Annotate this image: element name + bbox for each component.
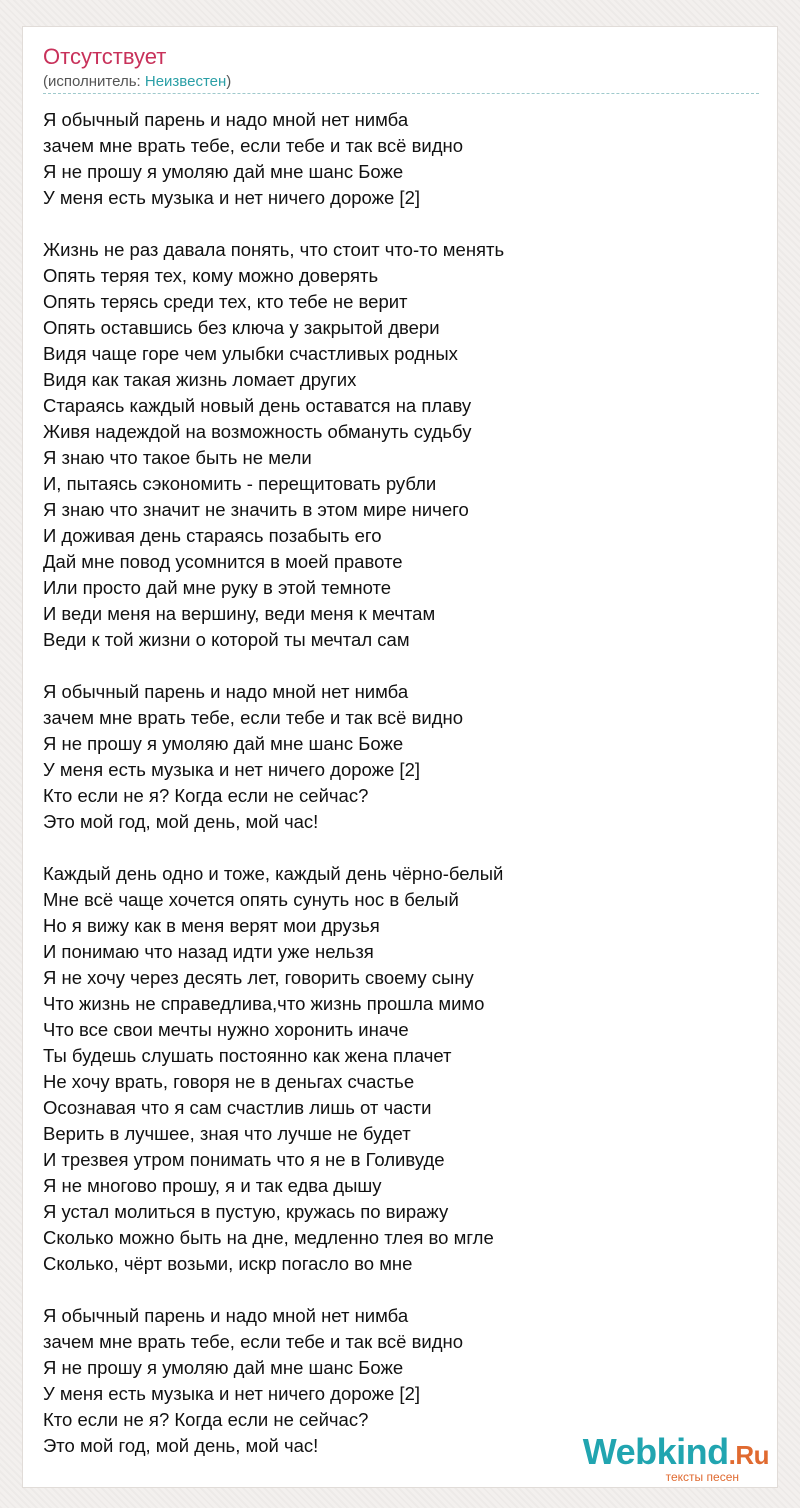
artist-line bbox=[43, 73, 231, 91]
lyric-line: Опять теряя тех, кому можно доверять bbox=[43, 265, 379, 286]
lyric-line: И понимаю что назад идти уже нельзя bbox=[43, 941, 374, 962]
lyrics-body bbox=[43, 107, 759, 1485]
lyric-line: Что все свои мечты нужно хоронить иначе bbox=[43, 1019, 409, 1040]
site-logo[interactable] bbox=[582, 1431, 769, 1484]
lyric-line: Кто если не я? Когда если не сейчас? bbox=[43, 1409, 369, 1430]
lyric-line: Жизнь не раз давала понять, что стоит что-то менять bbox=[43, 239, 505, 260]
lyric-line: Видя как такая жизнь ломает других bbox=[43, 369, 357, 390]
lyric-line: Я не прошу я умоляю дай мне шанс Боже bbox=[43, 1357, 404, 1378]
lyrics-stanza bbox=[43, 237, 759, 653]
lyric-line: Я не прошу я умоляю дай мне шанс Боже bbox=[43, 161, 404, 182]
lyric-line: Я не прошу я умоляю дай мне шанс Боже bbox=[43, 733, 404, 754]
lyric-line: Веди к той жизни о которой ты мечтал сам bbox=[43, 629, 410, 650]
lyric-line: Живя надеждой на возможность обмануть судьбу bbox=[43, 421, 472, 442]
artist-link[interactable]: Неизвестен bbox=[144, 73, 227, 90]
lyric-line: зачем мне врать тебе, если тебе и так всё видно bbox=[43, 135, 464, 156]
logo-tagline: тексты песен bbox=[665, 1470, 739, 1484]
lyric-line: Опять оставшись без ключа у закрытой двери bbox=[43, 317, 440, 338]
lyric-line: Это мой год, мой день, мой час! bbox=[43, 1435, 319, 1456]
lyric-line: Я знаю что такое быть не мели bbox=[43, 447, 312, 468]
lyric-line: И трезвея утром понимать что я не в Голивуде bbox=[43, 1149, 445, 1170]
lyric-line: У меня есть музыка и нет ничего дороже [2] bbox=[43, 1383, 421, 1404]
lyric-line: Но я вижу как в меня верят мои друзья bbox=[43, 915, 380, 936]
artist-suffix: ) bbox=[226, 73, 232, 90]
lyric-line: И доживая день стараясь позабыть его bbox=[43, 525, 382, 546]
lyric-line: Сколько, чёрт возьми, искр погасло во мне bbox=[43, 1253, 413, 1274]
lyric-line: Сколько можно быть на дне, медленно тлея во мгле bbox=[43, 1227, 494, 1248]
lyric-line: Я обычный парень и надо мной нет нимба bbox=[43, 1305, 409, 1326]
logo-wordmark bbox=[582, 1431, 769, 1473]
lyric-line: И веди меня на вершину, веди меня к мечтам bbox=[43, 603, 436, 624]
lyric-line: Что жизнь не справедлива,что жизнь прошла мимо bbox=[43, 993, 485, 1014]
lyric-line: зачем мне врать тебе, если тебе и так всё видно bbox=[43, 1331, 464, 1352]
lyric-line: У меня есть музыка и нет ничего дороже [2] bbox=[43, 759, 421, 780]
lyric-line: И, пытаясь сэкономить - перещитовать рубли bbox=[43, 473, 437, 494]
lyrics-stanza bbox=[43, 679, 759, 835]
lyric-line: У меня есть музыка и нет ничего дороже [2] bbox=[43, 187, 421, 208]
lyric-line: Я не многово прошу, я и так едва дышу bbox=[43, 1175, 382, 1196]
logo-name: Webkind bbox=[582, 1431, 729, 1472]
song-title: Отсутствует bbox=[43, 44, 167, 69]
lyric-line: Я устал молиться в пустую, кружась по виражу bbox=[43, 1201, 449, 1222]
lyrics-card bbox=[22, 26, 778, 1488]
artist-prefix: (исполнитель: bbox=[43, 73, 145, 90]
lyric-line: Или просто дай мне руку в этой темноте bbox=[43, 577, 392, 598]
title-divider bbox=[43, 93, 759, 94]
lyric-line: Я обычный парень и надо мной нет нимба bbox=[43, 109, 409, 130]
lyric-line: Верить в лучшее, зная что лучше не будет bbox=[43, 1123, 411, 1144]
lyric-line: Видя чаще горе чем улыбки счастливых родных bbox=[43, 343, 458, 364]
lyric-line: Я обычный парень и надо мной нет нимба bbox=[43, 681, 409, 702]
lyric-line: Не хочу врать, говоря не в деньгах счастье bbox=[43, 1071, 415, 1092]
lyric-line: Мне всё чаще хочется опять сунуть нос в белый bbox=[43, 889, 459, 910]
lyric-line: Ты будешь слушать постоянно как жена плачет bbox=[43, 1045, 452, 1066]
lyric-line: Опять терясь среди тех, кто тебе не верит bbox=[43, 291, 408, 312]
lyric-line: Кто если не я? Когда если не сейчас? bbox=[43, 785, 369, 806]
lyric-line: Осознавая что я сам счастлив лишь от части bbox=[43, 1097, 432, 1118]
lyric-line: Я знаю что значит не значить в этом мире ничего bbox=[43, 499, 469, 520]
logo-tld: .Ru bbox=[728, 1440, 769, 1470]
lyric-line: Стараясь каждый новый день оставатся на плаву bbox=[43, 395, 472, 416]
lyric-line: Это мой год, мой день, мой час! bbox=[43, 811, 319, 832]
lyric-line: зачем мне врать тебе, если тебе и так всё видно bbox=[43, 707, 464, 728]
lyric-line: Я не хочу через десять лет, говорить своему сыну bbox=[43, 967, 474, 988]
lyrics-stanza bbox=[43, 861, 759, 1277]
lyrics-stanza bbox=[43, 107, 759, 211]
lyric-line: Дай мне повод усомнится в моей правоте bbox=[43, 551, 403, 572]
lyric-line: Каждый день одно и тоже, каждый день чёрно-белый bbox=[43, 863, 504, 884]
